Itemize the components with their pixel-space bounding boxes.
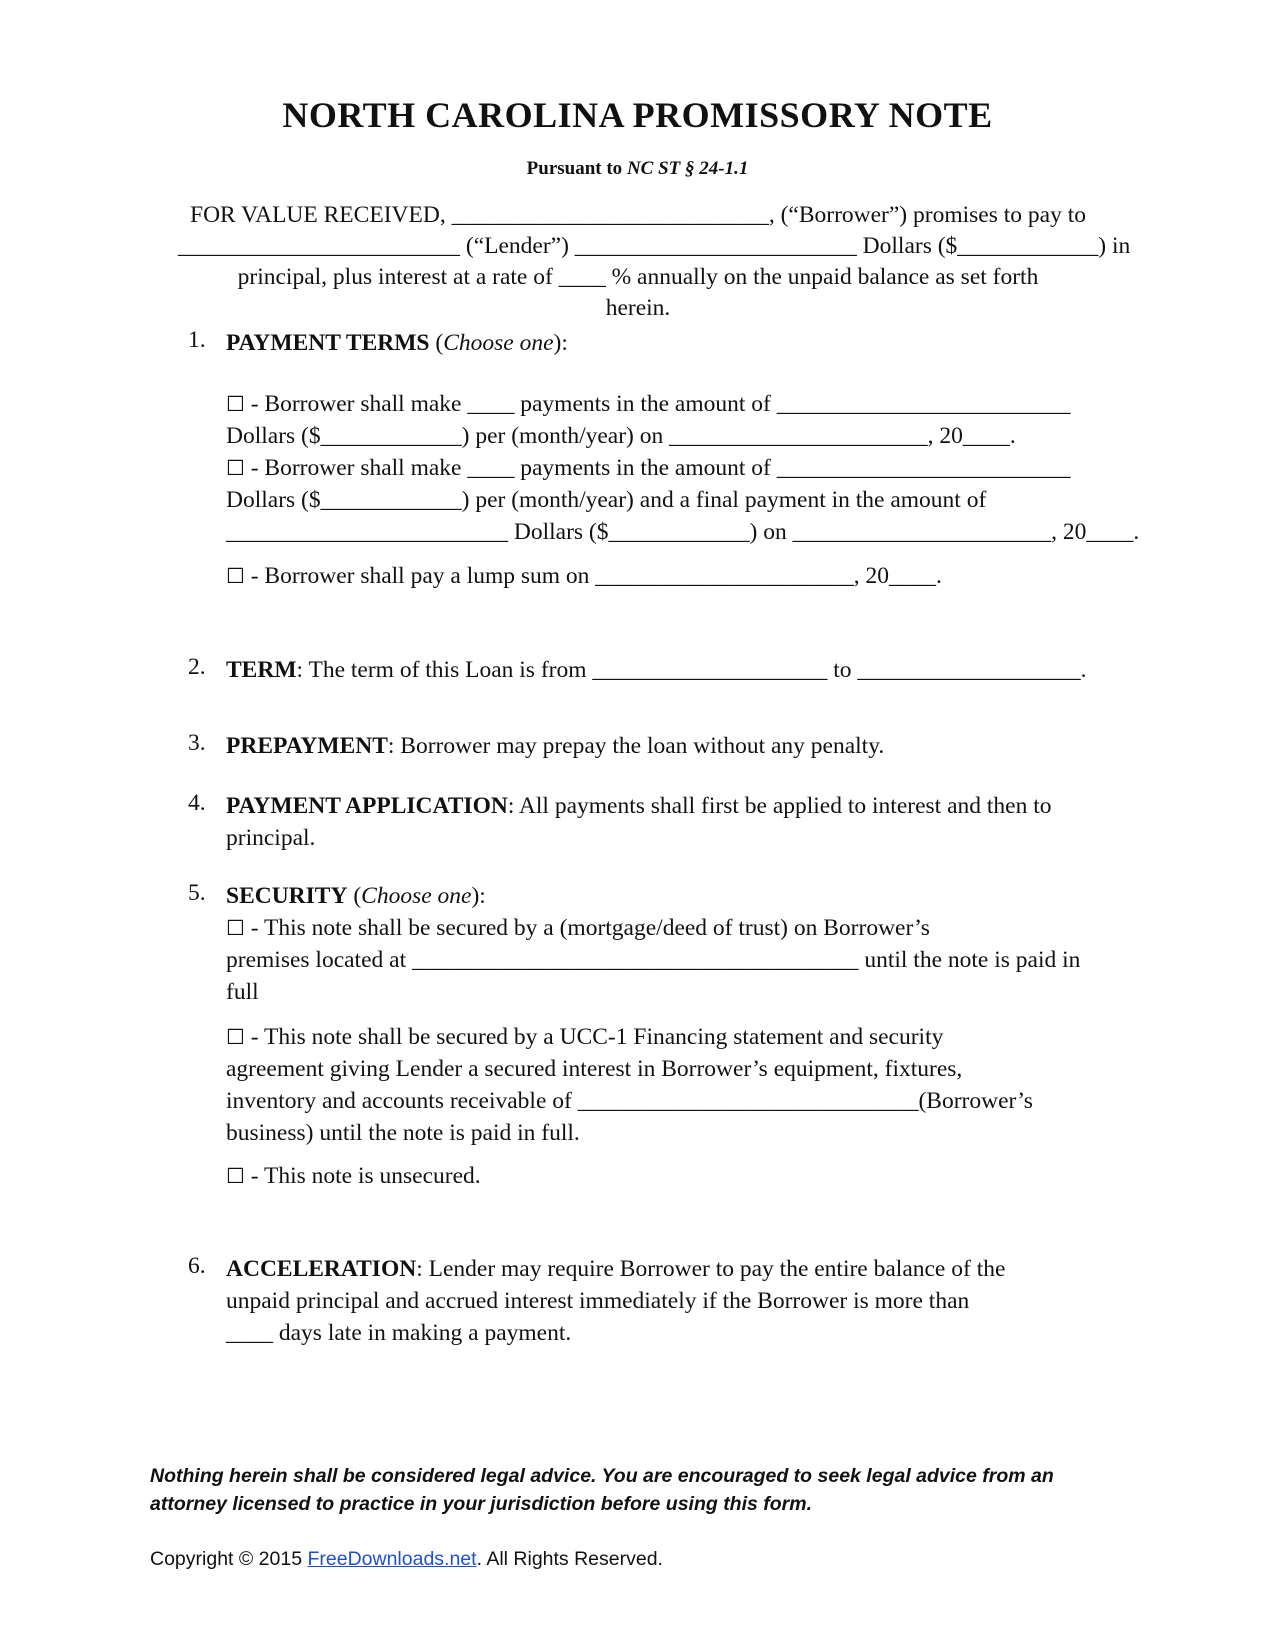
section-5-number: 5.	[188, 880, 206, 906]
intro-line: FOR VALUE RECEIVED, ___________________________, (“Borrower”) promises to pay to	[190, 202, 1086, 228]
choose-one-note: Choose one	[361, 883, 472, 909]
section-3-number: 3.	[188, 730, 206, 756]
freedownloads-link[interactable]: FreeDownloads.net	[307, 1548, 477, 1570]
section-3-heading: PREPAYMENT	[226, 733, 388, 759]
checkbox-icon[interactable]: ☐	[226, 1164, 245, 1188]
copyright-notice: Copyright © 2015 FreeDownloads.net. All Rights Reserved.	[150, 1548, 663, 1570]
section-1-heading-line: PAYMENT TERMS (Choose one):	[226, 330, 568, 356]
checkbox-icon[interactable]: ☐	[226, 1025, 245, 1049]
payment-option-installments: ☐ - Borrower shall make ____ payments in the amount of _________________________ Dollars ($____________) per (month/year) on ______________________, 20____. ☐ - Borrower shall make ____ payments in the amount of _________________________ Dollars ($____________) per (month/year) and a final payment in the amount of ________________________ Dollars ($____________) on ______________________, 20____.	[226, 391, 1140, 545]
section-5-heading: SECURITY	[226, 883, 348, 909]
choose-one-note: Choose one	[443, 330, 554, 356]
section-2-heading: TERM	[226, 657, 297, 683]
section-3-prepayment: PREPAYMENT: Borrower may prepay the loan without any penalty.	[226, 733, 885, 759]
security-option-ucc1: ☐ - This note shall be secured by a UCC-1 Financing statement and security agreement giving Lender a secured interest in Borrower’s equipment, fixtures, inventory and accounts receivable of _____________________________(Borrower’s business) until the note is paid in full.	[226, 1024, 1033, 1146]
section-4-heading: PAYMENT APPLICATION	[226, 793, 508, 819]
intro-paragraph	[178, 200, 1131, 324]
payment-option-lump-sum: ☐ - Borrower shall pay a lump sum on ______________________, 20____.	[226, 563, 942, 589]
intro-line: herein.	[605, 295, 671, 321]
document-subtitle	[0, 158, 1275, 180]
security-option-unsecured: ☐ - This note is unsecured.	[226, 1163, 481, 1189]
section-5-security: SECURITY (Choose one): ☐ - This note shall be secured by a (mortgage/deed of trust) on Borrower’s premises located at ______________________________________ until the note is paid in full	[226, 883, 1081, 1005]
section-6-heading: ACCELERATION	[226, 1256, 417, 1282]
section-4-payment-application: PAYMENT APPLICATION: All payments shall first be applied to interest and then to principal.	[226, 793, 1052, 851]
intro-line: ________________________ (“Lender”) ________________________ Dollars ($____________) in	[178, 233, 1131, 259]
section-2-term: TERM: The term of this Loan is from ____________________ to ___________________.	[226, 657, 1087, 683]
subtitle-prefix: Pursuant to	[526, 158, 627, 179]
legal-disclaimer: Nothing herein shall be considered legal advice. You are encouraged to seek legal advice from an attorney licensed to practice in your jurisdiction before using this form.	[150, 1465, 1054, 1515]
checkbox-icon[interactable]: ☐	[226, 392, 245, 416]
section-2-number: 2.	[188, 654, 206, 680]
section-1-number: 1.	[188, 327, 206, 353]
statute-reference: NC ST § 24-1.1	[626, 158, 749, 179]
section-1-heading: PAYMENT TERMS	[226, 330, 430, 356]
document-title: NORTH CAROLINA PROMISSORY NOTE	[282, 95, 993, 135]
checkbox-icon[interactable]: ☐	[226, 916, 245, 940]
checkbox-icon[interactable]: ☐	[226, 456, 245, 480]
section-6-number: 6.	[188, 1253, 206, 1279]
intro-line: principal, plus interest at a rate of ____ % annually on the unpaid balance as set forth	[237, 264, 1039, 290]
checkbox-icon[interactable]: ☐	[226, 564, 245, 588]
section-4-number: 4.	[188, 790, 206, 816]
section-6-acceleration: ACCELERATION: Lender may require Borrower to pay the entire balance of the unpaid principal and accrued interest immediately if the Borrower is more than ____ days late in making a payment.	[226, 1256, 1006, 1346]
